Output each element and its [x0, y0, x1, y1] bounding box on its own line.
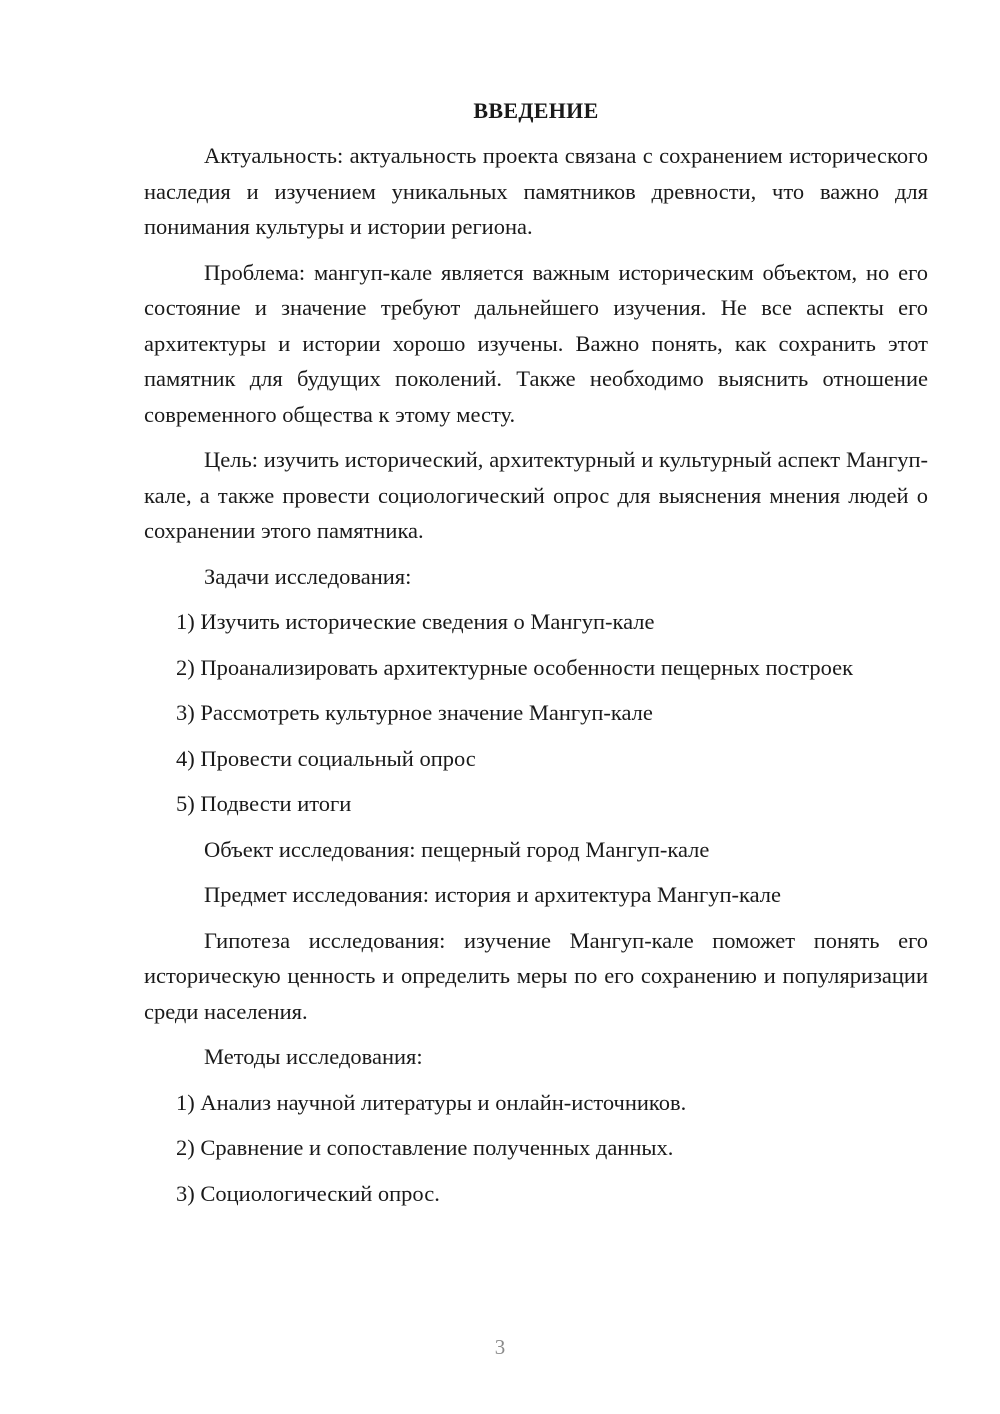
section-title: ВВЕДЕНИЕ — [473, 98, 599, 123]
relevance-paragraph: Актуальность: актуальность проекта связана с сохранением исторического наследия и изучением уникальных памятников древности, что важно для понимания культуры и истории региона. — [144, 143, 928, 239]
hypothesis-paragraph: Гипотеза исследования: изучение Мангуп-кале поможет понять его историческую ценность и определить меры по его сохранению и популяризации среди населения. — [144, 927, 928, 1024]
methods-list — [144, 1085, 928, 1212]
list-item: 3) Рассмотреть культурное значение Мангуп-кале — [176, 700, 653, 725]
object-line: Объект исследования: пещерный город Мангуп-кале — [204, 836, 710, 862]
list-item: 2) Проанализировать архитектурные особенности пещерных построек — [176, 654, 854, 680]
goal-paragraph: Цель: изучить исторический, архитектурный и культурный аспект Мангуп-кале, а также провести социологический опрос для выяснения мнения людей о сохранении этого памятника. — [144, 447, 928, 543]
list-item: 4) Провести социальный опрос — [176, 745, 476, 771]
list-item: 5) Подвести итоги — [176, 791, 352, 816]
page-number: 3 — [494, 1335, 506, 1359]
tasks-list — [144, 604, 928, 822]
list-item: 3) Социологический опрос. — [176, 1180, 440, 1206]
list-item: 2) Сравнение и сопоставление полученных данных. — [176, 1135, 674, 1160]
list-item: 1) Изучить исторические сведения о Мангуп-кале — [176, 609, 655, 634]
list-item: 1) Анализ научной литературы и онлайн-источников. — [176, 1089, 687, 1115]
subject-line: Предмет исследования: история и архитектура Мангуп-кале — [204, 882, 781, 907]
problem-paragraph: Проблема: мангуп-кале является важным историческим объектом, но его состояние и значение требуют дальнейшего изучения. Не все аспекты его архитектуры и истории хорошо изучены. Важно понять, как сохранить этот памятник для будущих поколений. Также необходимо выяснить отношение современного общества к этому месту. — [144, 259, 928, 427]
methods-heading: Методы исследования: — [204, 1044, 423, 1069]
page-content — [144, 96, 928, 1221]
tasks-heading: Задачи исследования: — [204, 563, 412, 589]
